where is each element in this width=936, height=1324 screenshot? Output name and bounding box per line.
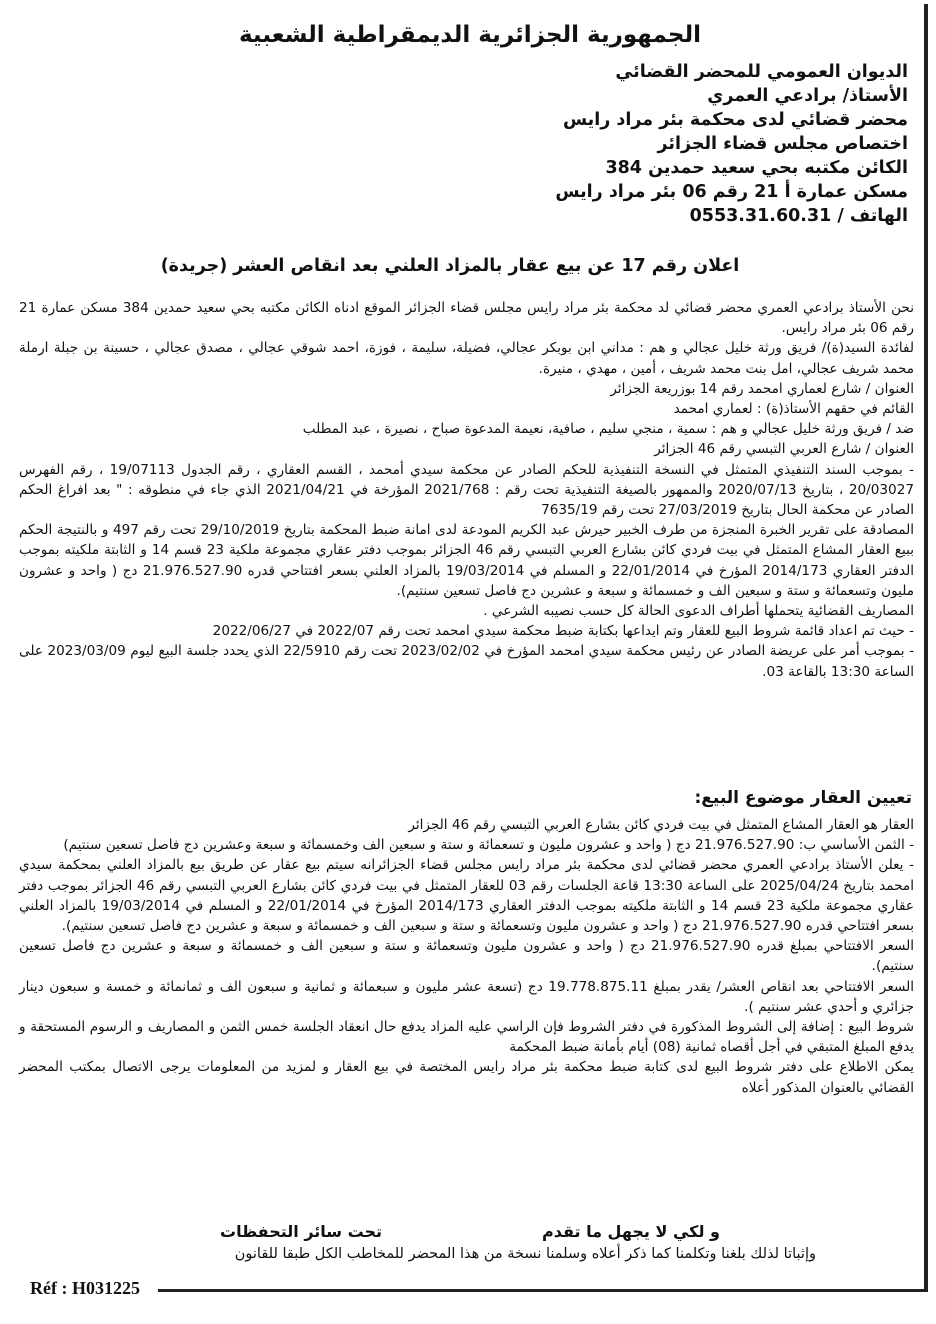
section-paragraph: السعر الافتتاحي بمبلغ قدره 21.976.527.90 دج ( واحد و عشرون مليون وتسعمائة و ستة و سبعين الف و خمسمائة و سبعة و عشرين دج فاصل تسعين سنتيم).	[19, 938, 914, 975]
bailiff-name: الأستاذ/ برادعي العمري	[707, 86, 908, 106]
body-paragraph: العنوان / شارع لعماري امحمد رقم 14 بوزريعة الجزائر	[610, 380, 914, 397]
body-paragraph: العنوان / شارع العربي التبسي رقم 46 الجزائر	[654, 441, 914, 458]
body-paragraph: - بموجب السند التنفيذي المتمثل في النسخة التنفيذية للحكم الصادر عن محكمة سيدي أمحمد ، القسم العقاري ، رقم الجدول 19/07113 ، رقم الفهرس 20/03027 ، بتاريخ 2020/07/13 والممهور بالصيغة التنفيذية تحت رقم : 2021/768 المؤرخة في 2021/04/21 الذي جاء في منطوقه : " بعد افراغ الحكم الصادر عن محكمة الحال بتاريخ 27/03/2019 تحت رقم 7635/19	[19, 461, 914, 519]
address-line-2: مسكن عمارة أ 21 رقم 06 بئر مراد رايس	[555, 182, 908, 202]
announcement-body	[19, 298, 914, 682]
phone-line: الهاتف / 0553.31.60.31	[689, 206, 908, 226]
final-statement: وإثباتا لذلك بلغنا وتكلمنا كما ذكر أعلاه وسلمنا نسخة من هذا المحضر للمخاطب الكل طبقا للقانون	[234, 1246, 816, 1262]
reference-bar	[8, 1276, 928, 1302]
republic-title: الجمهورية الجزائرية الديمقراطية الشعبية	[238, 22, 702, 48]
reference-rule	[158, 1289, 928, 1292]
body-paragraph: القائم في حقهم الأستاذ(ة) : لعماري امحمد	[673, 401, 914, 418]
closing-right: و لكي لا يجهل ما تقدم	[542, 1222, 720, 1241]
body-paragraph: - حيث تم اعداد قائمة شروط البيع للعقار وتم ايداعها بكتابة ضبط محكمة سيدي امحمد تحت رقم 2022/07 في 2022/06/27	[212, 623, 914, 640]
body-paragraph: ضد / فريق ورثة خليل عجالي و هم : سمية ، منجي سليم ، صافية، نعيمة المدعوة صباح ، نصيرة ، عبد المطلب	[302, 421, 914, 438]
page-border	[924, 4, 928, 1290]
section-paragraph: يمكن الاطلاع على دفتر شروط البيع لدى كتابة ضبط محكمة بئر مراد رايس المختصة في بيع العقار و لمزيد من المعلومات يرجى الاتصال بمكتب المحضر القضائي بالعنوان المذكور أعلاه	[19, 1059, 914, 1096]
section-paragraph: - يعلن الأستاذ برادعي العمري محضر قضائي لدى محكمة بئر مراد رايس مجلس قضاء الجزائرانه سيتم بيع عقار عن طريق بيع بالمزاد العلني بمحكمة سيدي امحمد بتاريخ 2025/04/24 على الساعة 13:30 قاعة الجلسات رقم 03 للعقار المتمثل في بيت فردي كائن بشارع العربي التبسي رقم 46 الجزائر بموجب دفتر عقاري مجموعة ملكية 23 قسم 14 و الثابتة ملكيته بموجب الدفتر العقاري 2014/173 المؤرخ في 22/01/2014 و المسلم في 19/03/2014 بالمزاد العلني بسعر افتتاحي قدره 21.976.527.90 دج ( واحد و عشرون مليون وتسعمائة و ستة و سبعين الف و خمسمائة و سبعة و عشرين دج فاصل تسعين سنتيم).	[19, 857, 914, 935]
section-paragraph: شروط البيع : إضافة إلى الشروط المذكورة في دفتر الشروط فإن الراسي عليه المزاد يدفع حال انعقاد الجلسة خمس الثمن و المصاريف و الرسوم المستحقة و يدفع المبلغ المتبقي في أجل أقصاه ثمانية (08) أيام بأمانة ضبط المحكمة	[19, 1019, 914, 1056]
body-paragraph: نحن الأستاذ برادعي العمري محضر قضائي لد محكمة بئر مراد رايس مجلس قضاء الجزائر الموقع ادناه الكائن مكتبه بحي سعيد حمدين 384 مسكن عمارة 21 رقم 06 بئر مراد رايس.	[19, 300, 914, 337]
section-paragraph: السعر الافتتاحي بعد انقاص العشر/ يقدر بمبلغ 19.778.875.11 دج (تسعة عشر مليون و سبعمائة و ثمانية و سبعون الف و ثمانمائة و خمسة و سبعون دينار جزائري و أحدي عشر سنتيم ).	[19, 978, 914, 1015]
closing-left: تحت سائر التحفظات	[220, 1222, 383, 1241]
body-paragraph: المصادقة على تقرير الخبرة المنجزة من طرف الخبير حيرش عبد الكريم المودعة لدى امانة ضبط المحكمة بتاريخ 29/10/2019 تحت رقم 497 و بالنتيجة الحكم ببيع العقار المشاع المتمثل في بيت فردي كائن بشارع العربي التبسي رقم 46 الجزائر بموجب دفتر عقاري مجموعة ملكية 23 قسم 14 و الثابتة ملكيته بموجب الدفتر العقاري 2014/173 المؤرخ في 22/01/2014 و المسلم في 19/03/2014 بالمزاد العلني بسعر افتتاحي قدره 21.976.527.90 دج ( واحد و عشرون مليون وتسعمائة و ستة و سبعين الف و خمسمائة و سبعة و عشرين دج فاصل تسعين سنتيم).	[19, 522, 915, 599]
court-line: محضر قضائي لدى محكمة بئر مراد رايس	[562, 110, 908, 130]
announcement-title: اعلان رقم 17 عن بيع عقار بالمزاد العلني بعد انقاص العشر (جريدة)	[160, 256, 740, 276]
section-paragraph: العقار هو العقار المشاع المتمثل في بيت فردي كائن بشارع العربي التبسي رقم 46 الجزائر	[408, 817, 914, 833]
body-paragraph: - بموجب أمر على عريضة الصادر عن رئيس محكمة سيدي امحمد المؤرخ في 2023/02/02 تحت رقم 22/5910 الذي يحدد جلسة البيع ليوم 2023/03/09 على الساعة 13:30 بالقاعة 03.	[19, 643, 914, 680]
office-line: الديوان العمومي للمحضر القضائي	[615, 62, 908, 82]
property-section-title: تعيين العقار موضوع البيع:	[694, 788, 912, 808]
section-paragraph: - الثمن الأساسي ب: 21.976.527.90 دج ( واحد و عشرون مليون و تسعمائة و ستة و سبعين الف وخمسمائة و سبعة وعشرين دج فاصل تسعين سنتيم)	[63, 837, 914, 854]
closing-formula	[200, 1222, 760, 1246]
jurisdiction-line: اختصاص مجلس قضاء الجزائر	[657, 134, 908, 154]
bailiff-header	[308, 60, 908, 228]
body-paragraph: لفائدة السيد(ة)/ فريق ورثة خليل عجالي و هم : مداني ابن بوبكر عجالي، فضيلة، سليمة ، فوزة، احمد شوقي عجالي ، مصدق عجالي ، حسينة بن جبلة ارملة محمد شريف عجالي، امل بنت محمد شريف ، أمين ، مهدي ، منيرة.	[19, 340, 914, 377]
property-section-body	[19, 815, 914, 1098]
reference-code: Réf : H031225	[30, 1278, 140, 1298]
address-line-1: الكائن مكتبه بحي سعيد حمدين 384	[605, 158, 908, 178]
body-paragraph: المصاريف القضائية يتحملها أطراف الدعوى الحالة كل حسب نصيبه الشرعي .	[483, 603, 914, 620]
